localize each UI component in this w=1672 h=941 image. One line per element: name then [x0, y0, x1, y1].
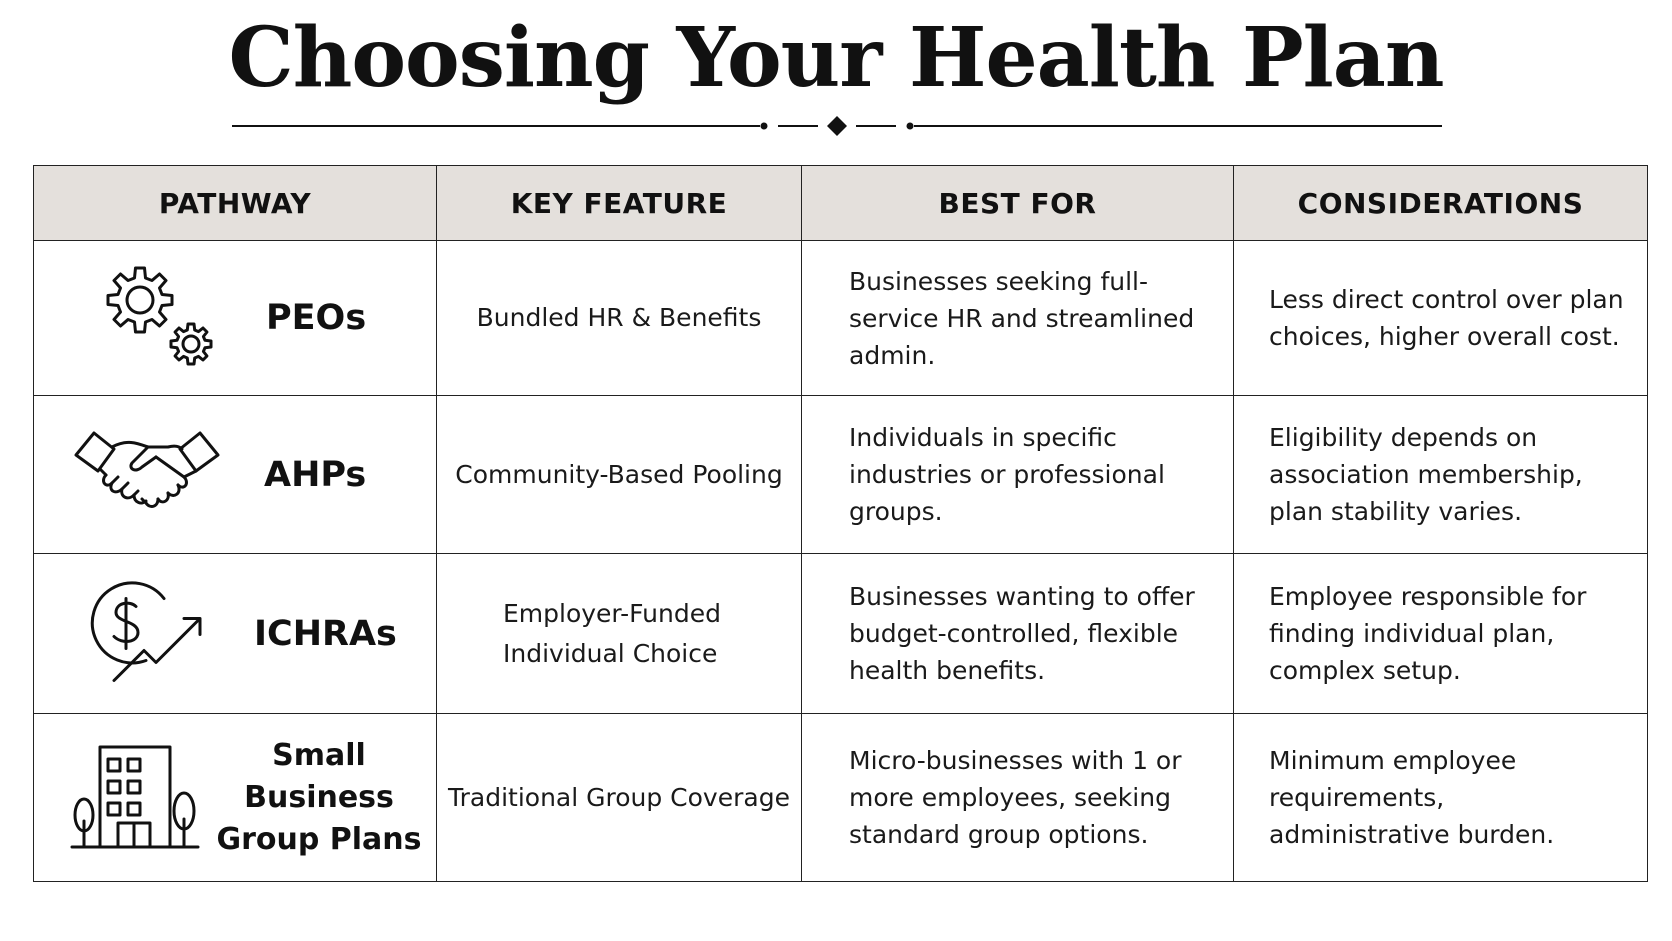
key-feature-cell: Traditional Group Coverage — [437, 714, 802, 882]
key-feature-cell: Bundled HR & Benefits — [437, 241, 802, 396]
column-header-considerations: CONSIDERATIONS — [1234, 166, 1648, 241]
column-header-pathway: PATHWAY — [34, 166, 437, 241]
key-feature-cell: Community-Based Pooling — [437, 396, 802, 553]
page-title: Choosing Your Health Plan — [228, 10, 1444, 106]
pathway-cell — [34, 553, 437, 714]
considerations-cell: Less direct control over plan choices, higher overall cost. — [1234, 241, 1648, 396]
health-plan-comparison-table — [33, 165, 1648, 882]
considerations-cell: Minimum employee requirements, administrative burden. — [1234, 714, 1648, 882]
pathway-name: PEOs — [266, 298, 367, 339]
gears-icon — [86, 263, 226, 373]
pathway-name: Small Business Group Plans — [216, 737, 422, 857]
pathway-cell — [34, 396, 437, 553]
considerations-cell: Eligibility depends on association membership, plan stability varies. — [1234, 396, 1648, 553]
column-header-key-feature: KEY FEATURE — [437, 166, 802, 241]
best-for-cell: Individuals in specific industries or professional groups. — [802, 396, 1234, 553]
key-feature-cell: Employer-Funded Individual Choice — [437, 553, 802, 714]
table-row — [34, 241, 1648, 396]
column-header-best-for: BEST FOR — [802, 166, 1234, 241]
table-row — [34, 714, 1648, 882]
table-row — [34, 396, 1648, 553]
pathway-name: AHPs — [264, 454, 367, 495]
pathway-cell — [34, 714, 437, 882]
title-divider-ornament — [232, 112, 1442, 140]
handshake-icon — [72, 425, 222, 525]
pathway-name: ICHRAs — [254, 613, 397, 654]
dollar-growth-icon — [86, 576, 216, 691]
considerations-cell: Employee responsible for finding individual plan, complex setup. — [1234, 553, 1648, 714]
table-header-row — [34, 166, 1648, 241]
best-for-cell: Businesses wanting to offer budget-controlled, flexible health benefits. — [802, 553, 1234, 714]
office-building-icon — [70, 743, 200, 853]
best-for-cell: Micro-businesses with 1 or more employees, seeking standard group options. — [802, 714, 1234, 882]
best-for-cell: Businesses seeking full-service HR and streamlined admin. — [802, 241, 1234, 396]
table-row — [34, 553, 1648, 714]
pathway-cell — [34, 241, 437, 396]
